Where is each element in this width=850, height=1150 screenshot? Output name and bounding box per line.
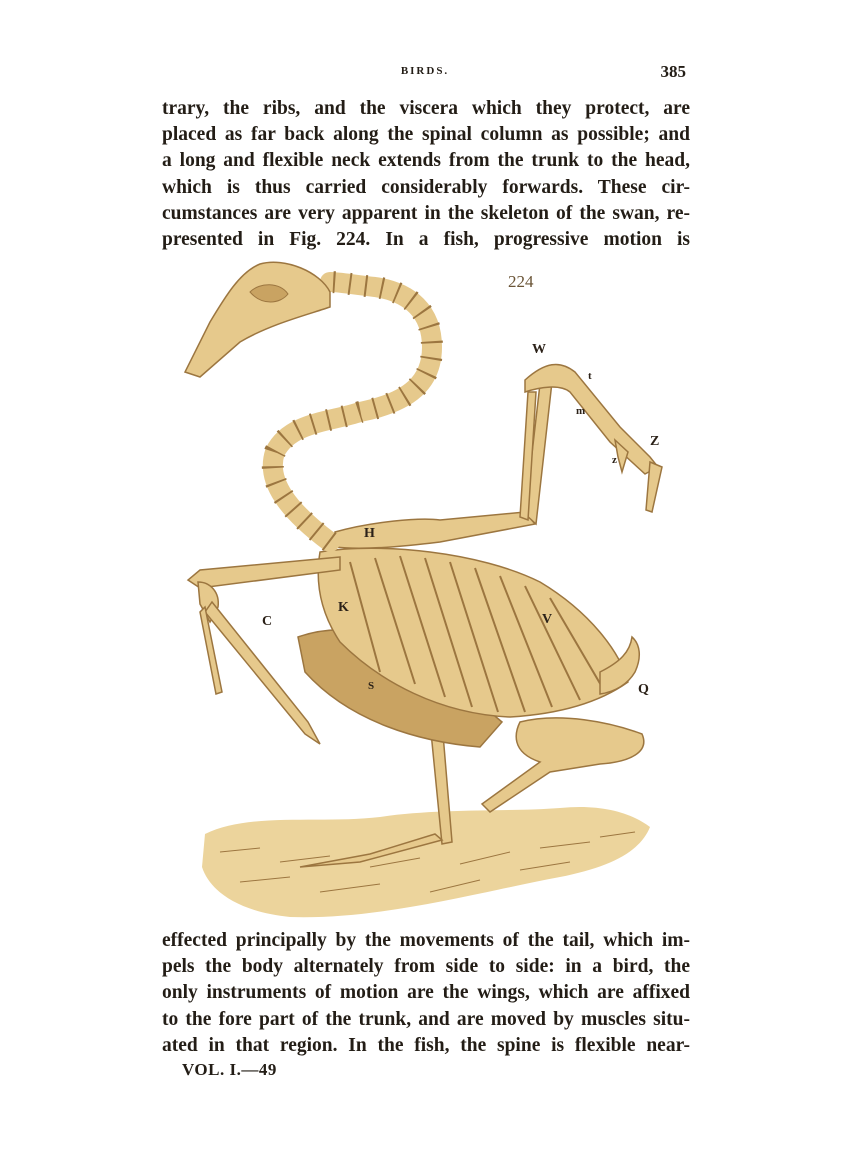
figure-number: 224 xyxy=(508,272,534,291)
text-line: placed as far back along the spinal column as possible; and xyxy=(162,124,690,146)
skull xyxy=(185,262,330,377)
label-s: S xyxy=(368,680,375,692)
label-k: K xyxy=(338,600,349,615)
running-head xyxy=(160,62,690,84)
text-line: pels the body alternately from side to side: in a bird, the xyxy=(162,956,690,978)
label-z-small: z xyxy=(612,454,617,466)
text-line: which is thus carried considerably forwards. These cir- xyxy=(162,176,690,198)
text-line: cumstances are very apparent in the skeleton of the swan, re- xyxy=(162,202,690,224)
swan-skeleton-figure xyxy=(180,252,680,922)
ground-engraving xyxy=(202,807,650,917)
text-line: a long and flexible neck extends from the trunk to the head, xyxy=(162,150,690,172)
label-t: t xyxy=(588,370,592,382)
top-paragraph xyxy=(162,96,690,253)
label-h: H xyxy=(364,526,375,541)
label-c: C xyxy=(262,614,273,629)
label-q: Q xyxy=(638,682,649,697)
label-w: W xyxy=(532,342,546,357)
running-title: BIRDS. xyxy=(400,65,450,77)
text-line: only instruments of motion are the wings, which are affixed xyxy=(162,982,690,1004)
label-v: V xyxy=(542,612,553,627)
label-z: Z xyxy=(650,434,660,449)
bottom-paragraph xyxy=(162,928,690,1059)
text-line: to the fore part of the trunk, and are moved by muscles situ- xyxy=(162,1008,690,1030)
label-m: m xyxy=(576,405,586,417)
text-line: effected principally by the movements of the tail, which im- xyxy=(162,930,690,951)
text-line: ated in that region. In the fish, the spine is flexible near- xyxy=(162,1034,690,1056)
text-line: trary, the ribs, and the viscera which they protect, are xyxy=(162,98,690,119)
page-number: 385 xyxy=(660,62,686,81)
swan-skeleton-illustration xyxy=(180,252,680,922)
neck-vertebrae xyxy=(273,282,432,542)
signature-mark: VOL. I.—49 xyxy=(182,1060,277,1079)
text-line: presented in Fig. 224. In a fish, progressive motion is xyxy=(162,229,690,251)
